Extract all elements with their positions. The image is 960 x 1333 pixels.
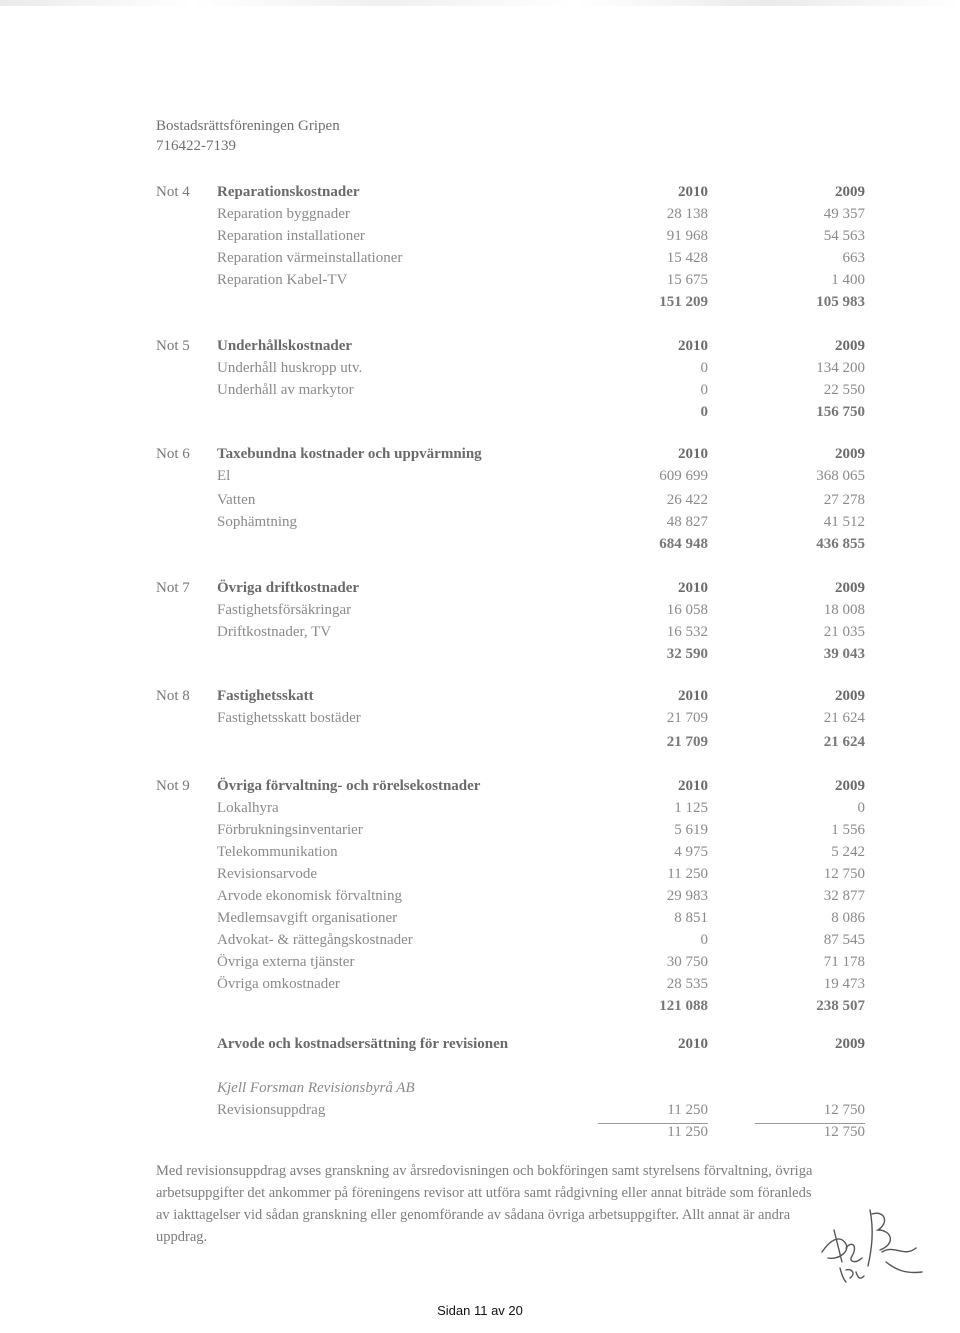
value-2009: 18 008 bbox=[823, 602, 865, 618]
total-2009: 238 507 bbox=[816, 998, 865, 1014]
value-2009: 71 178 bbox=[823, 954, 865, 970]
value-2009: 12 750 bbox=[823, 866, 865, 882]
line-item: Lokalhyra bbox=[217, 800, 279, 816]
value-2010: 11 250 bbox=[667, 866, 708, 882]
organization-number: 716422-7139 bbox=[156, 138, 236, 154]
line-item: Underhåll av markytor bbox=[217, 382, 354, 398]
line-item: Telekommunikation bbox=[217, 844, 338, 860]
year-2010: 2010 bbox=[678, 184, 708, 200]
line-item: Reparation värmeinstallationer bbox=[217, 250, 403, 266]
value-2010: 16 532 bbox=[666, 624, 708, 640]
handwritten-signature bbox=[812, 1200, 932, 1290]
note-label: Not 7 bbox=[156, 580, 190, 596]
note-label: Not 9 bbox=[156, 778, 190, 794]
total-2009: 156 750 bbox=[816, 404, 865, 420]
note-title: Övriga förvaltning- och rörelsekostnader bbox=[217, 778, 481, 794]
value-2009: 12 750 bbox=[823, 1102, 865, 1118]
year-2010: 2010 bbox=[678, 688, 708, 704]
value-2009: 5 242 bbox=[831, 844, 865, 860]
value-2010: 0 bbox=[700, 932, 708, 948]
line-item: Övriga externa tjänster bbox=[217, 954, 355, 970]
note-label: Not 4 bbox=[156, 184, 190, 200]
page-footer: Sidan 11 av 20 bbox=[437, 1303, 523, 1318]
note-title: Taxebundna kostnader och uppvärmning bbox=[217, 446, 482, 462]
value-2009: 27 278 bbox=[823, 492, 865, 508]
line-item: Reparation Kabel-TV bbox=[217, 272, 348, 288]
line-item: Reparation byggnader bbox=[217, 206, 350, 222]
value-2010: 8 851 bbox=[674, 910, 708, 926]
value-2010: 609 699 bbox=[659, 468, 708, 484]
note-title: Fastighetsskatt bbox=[217, 688, 314, 704]
line-item: Övriga omkostnader bbox=[217, 976, 340, 992]
note-title: Reparationskostnader bbox=[217, 184, 360, 200]
year-2009: 2009 bbox=[835, 688, 865, 704]
total-2009: 105 983 bbox=[816, 294, 865, 310]
value-2009: 54 563 bbox=[823, 228, 865, 244]
year-2009: 2009 bbox=[835, 338, 865, 354]
year-2009: 2009 bbox=[835, 580, 865, 596]
value-2009: 1 400 bbox=[831, 272, 865, 288]
value-2009: 22 550 bbox=[823, 382, 865, 398]
total-2009: 436 855 bbox=[816, 536, 865, 552]
value-2009: 663 bbox=[842, 250, 865, 266]
line-item: Advokat- & rättegångskostnader bbox=[217, 932, 413, 948]
organization-name: Bostadsrättsföreningen Gripen bbox=[156, 118, 340, 134]
line-item: Fastighetsförsäkringar bbox=[217, 602, 352, 618]
total-2010: 32 590 bbox=[666, 646, 708, 662]
line-item: Fastighetsskatt bostäder bbox=[217, 710, 361, 726]
value-2010: 11 250 bbox=[667, 1102, 708, 1118]
value-2010: 16 058 bbox=[666, 602, 708, 618]
note-label: Not 6 bbox=[156, 446, 190, 462]
value-2010: 28 535 bbox=[666, 976, 708, 992]
value-2010: 15 675 bbox=[666, 272, 708, 288]
total-2009: 12 750 bbox=[823, 1124, 865, 1140]
note-title: Underhållskostnader bbox=[217, 338, 353, 354]
value-2010: 28 138 bbox=[666, 206, 708, 222]
total-2010: 151 209 bbox=[659, 294, 708, 310]
year-2009: 2009 bbox=[835, 778, 865, 794]
note-label: Not 8 bbox=[156, 688, 190, 704]
line-item: Medlemsavgift organisationer bbox=[217, 910, 398, 926]
value-2010: 26 422 bbox=[666, 492, 708, 508]
value-2010: 48 827 bbox=[666, 514, 708, 530]
line-item: Reparation installationer bbox=[217, 228, 365, 244]
audit-title: Arvode och kostnadsersättning för revisionen bbox=[217, 1036, 509, 1052]
value-2010: 30 750 bbox=[666, 954, 708, 970]
value-2010: 91 968 bbox=[666, 228, 708, 244]
value-2009: 32 877 bbox=[823, 888, 865, 904]
line-item: Driftkostnader, TV bbox=[217, 624, 332, 640]
value-2009: 21 624 bbox=[823, 710, 865, 726]
value-2010: 1 125 bbox=[674, 800, 708, 816]
value-2009: 21 035 bbox=[823, 624, 865, 640]
year-2010: 2010 bbox=[678, 580, 708, 596]
value-2009: 19 473 bbox=[823, 976, 865, 992]
year-2010: 2010 bbox=[678, 446, 708, 462]
value-2009: 41 512 bbox=[823, 514, 865, 530]
total-2009: 39 043 bbox=[823, 646, 865, 662]
value-2009: 368 065 bbox=[816, 468, 865, 484]
total-2010: 11 250 bbox=[667, 1124, 708, 1140]
value-2010: 4 975 bbox=[674, 844, 708, 860]
note-label: Not 5 bbox=[156, 338, 190, 354]
line-item: Revisionsuppdrag bbox=[217, 1102, 326, 1118]
value-2009: 0 bbox=[857, 800, 865, 816]
year-2010: 2010 bbox=[678, 1036, 708, 1052]
year-2009: 2009 bbox=[835, 446, 865, 462]
total-2010: 21 709 bbox=[666, 734, 708, 750]
value-2009: 134 200 bbox=[816, 360, 865, 376]
total-2010: 0 bbox=[700, 404, 708, 420]
value-2009: 49 357 bbox=[823, 206, 865, 222]
value-2010: 21 709 bbox=[666, 710, 708, 726]
line-item: Arvode ekonomisk förvaltning bbox=[217, 888, 402, 904]
line-item: Revisionsarvode bbox=[217, 866, 317, 882]
scan-edge-noise bbox=[0, 0, 960, 6]
line-item: Sophämtning bbox=[217, 514, 298, 530]
value-2010: 29 983 bbox=[666, 888, 708, 904]
line-item: El bbox=[217, 468, 231, 484]
total-2009: 21 624 bbox=[823, 734, 865, 750]
value-2010: 5 619 bbox=[674, 822, 708, 838]
year-2010: 2010 bbox=[678, 778, 708, 794]
year-2009: 2009 bbox=[835, 1036, 865, 1052]
total-2010: 684 948 bbox=[659, 536, 708, 552]
value-2010: 0 bbox=[700, 360, 708, 376]
value-2010: 0 bbox=[700, 382, 708, 398]
note-title: Övriga driftkostnader bbox=[217, 580, 360, 596]
year-2010: 2010 bbox=[678, 338, 708, 354]
value-2009: 1 556 bbox=[831, 822, 865, 838]
line-item: Underhåll huskropp utv. bbox=[217, 360, 363, 376]
audit-description-paragraph: Med revisionsuppdrag avses granskning av årsredovisningen och bokföringen samt styrelsens förvaltning, övriga arbetsuppgifter det ankommer på föreningens revisor att utföra samt rådgivning eller annat biträde som föranleds av iakttagelser vid sådan granskning eller genomförande av sådana övriga arbetsuppgifter. Allt annat är andra uppdrag. bbox=[156, 1163, 813, 1245]
line-item: Vatten bbox=[217, 492, 256, 508]
audit-firm: Kjell Forsman Revisionsbyrå AB bbox=[217, 1080, 415, 1096]
year-2009: 2009 bbox=[835, 184, 865, 200]
value-2010: 15 428 bbox=[666, 250, 708, 266]
line-item: Förbrukningsinventarier bbox=[217, 822, 363, 838]
total-2010: 121 088 bbox=[659, 998, 708, 1014]
value-2009: 8 086 bbox=[831, 910, 865, 926]
value-2009: 87 545 bbox=[823, 932, 865, 948]
